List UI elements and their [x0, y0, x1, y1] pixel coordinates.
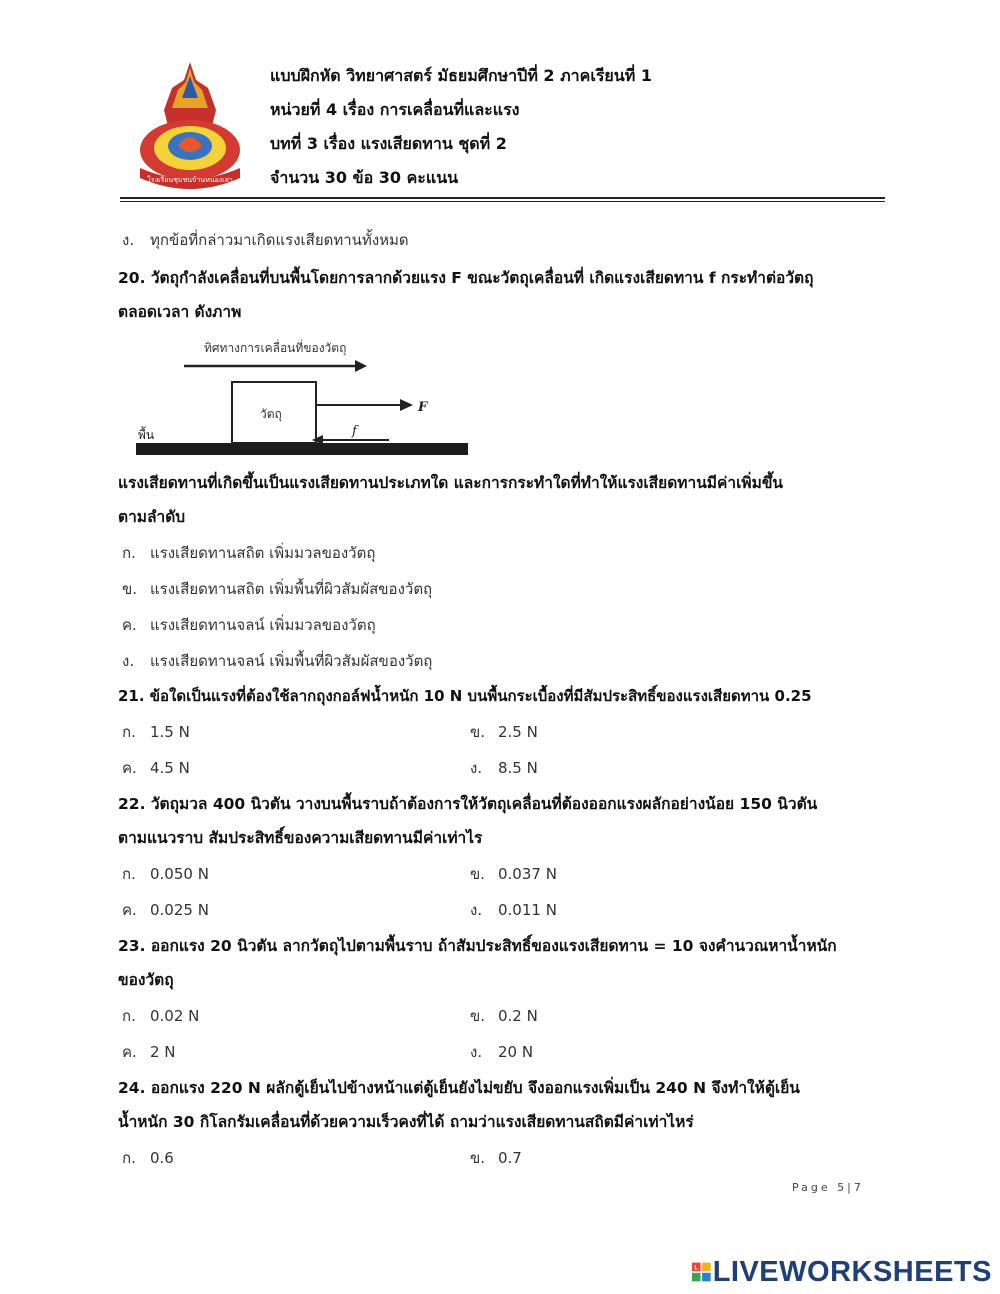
direction-label: ทิศทางการเคลื่อนที่ของวัตถุ [204, 341, 347, 355]
q24-option: ก. 0.6 [122, 1149, 174, 1167]
page-number: Page 5|7 [792, 1181, 864, 1194]
q22-option: ง. 0.011 N [470, 901, 557, 919]
q23-option: ข. 0.2 N [470, 1007, 538, 1025]
q21-option: ง. 8.5 N [470, 759, 538, 777]
header-divider [120, 197, 885, 199]
q22-option: ค. 0.025 N [122, 901, 209, 919]
floor-label: พื้น [138, 428, 155, 442]
q20-option: ค. แรงเสียดทานจลน์ เพิ่มมวลของวัตถุ [122, 616, 376, 634]
option-text: ทุกข้อที่กล่าวมาเกิดแรงเสียดทานทั้งหมด [150, 231, 409, 249]
q20-line-4: ตามลำดับ [118, 508, 186, 526]
header-line-1: แบบฝึกหัด วิทยาศาสตร์ มัธยมศึกษาปีที่ 2 ภาคเรียนที่ 1 [270, 66, 652, 85]
friction-label: f [352, 424, 357, 439]
force-label: F [418, 400, 428, 415]
q22-line-2: ตามแนวราบ สัมประสิทธิ์ของความเสียดทานมีค่าเท่าไร [118, 829, 483, 847]
liveworksheets-brand[interactable] [692, 1252, 992, 1292]
logo-text: โรงเรียนชุมชนบ้านหนองเสา [147, 176, 233, 184]
force-arrowhead [400, 399, 413, 411]
q21-line-1: 21. ข้อใดเป็นแรงที่ต้องใช้ลากถุงกอล์ฟน้ำหนัก 10 N บนพื้นกระเบื้องที่มีสัมประสิทธิ์ของแรงเสียดทาน 0.25 [118, 687, 812, 705]
q24-option: ข. 0.7 [470, 1149, 522, 1167]
q21-option: ข. 2.5 N [470, 723, 538, 741]
header-line-2: หน่วยที่ 4 เรื่อง การเคลื่อนที่และแรง [270, 100, 520, 119]
q23-line-2: ของวัตถุ [118, 971, 174, 989]
school-logo [134, 58, 246, 192]
prev-option [122, 228, 409, 252]
q24-line-1: 24. ออกแรง 220 N ผลักตู้เย็นไปข้างหน้าแต่ตู้เย็นยังไม่ขยับ จึงออกแรงเพิ่มเป็น 240 N จึงทำให้ตู้เย็น [118, 1079, 800, 1097]
q22-option: ก. 0.050 N [122, 865, 209, 883]
option-label: ง. [122, 231, 135, 249]
header-line-4: จำนวน 30 ข้อ 30 คะแนน [270, 168, 459, 187]
header-divider-thin [120, 201, 885, 202]
q23-line-1: 23. ออกแรง 20 นิวตัน ลากวัตถุไปตามพื้นราบ ถ้าสัมประสิทธิ์ของแรงเสียดทาน = 10 จงคำนวณหาน้ำหนัก [118, 937, 837, 955]
floor [136, 443, 468, 455]
q21-option: ก. 1.5 N [122, 723, 190, 741]
direction-arrowhead [355, 360, 367, 372]
q23-option: ก. 0.02 N [122, 1007, 200, 1025]
q23-option: ง. 20 N [470, 1043, 534, 1061]
q20-option: ง. แรงเสียดทานจลน์ เพิ่มพื้นที่ผิวสัมผัสของวัตถุ [122, 652, 433, 670]
q20-line-2: ตลอดเวลา ดังภาพ [118, 303, 242, 321]
header-line-3: บทที่ 3 เรื่อง แรงเสียดทาน ชุดที่ 2 [270, 134, 507, 153]
q20-option: ก. แรงเสียดทานสถิต เพิ่มมวลของวัตถุ [122, 544, 376, 562]
logo-letters: L [694, 1264, 699, 1272]
box-label: วัตถุ [260, 407, 282, 421]
q22-option: ข. 0.037 N [470, 865, 557, 883]
friction-diagram [134, 336, 474, 462]
brand-name: LIVEWORKSHEETS [712, 1255, 992, 1288]
liveworksheets-logo-icon [692, 1260, 711, 1284]
q22-line-1: 22. วัตถุมวล 400 นิวตัน วางบนพื้นราบถ้าต้องการให้วัตถุเคลื่อนที่ต้องออกแรงผลักอย่างน้อย 150 นิวตัน [118, 795, 818, 813]
q20-line-3: แรงเสียดทานที่เกิดขึ้นเป็นแรงเสียดทานประเภทใด และการกระทำใดที่ทำให้แรงเสียดทานมีค่าเพิ่มขึ้น [118, 474, 784, 492]
q21-option: ค. 4.5 N [122, 759, 190, 777]
q20-line-1: 20. วัตถุกำลังเคลื่อนที่บนพื้นโดยการลากด้วยแรง F ขณะวัตถุเคลื่อนที่ เกิดแรงเสียดทาน f กระทำต่อวัตถุ [118, 269, 814, 287]
q23-option: ค. 2 N [122, 1043, 176, 1061]
q20-option: ข. แรงเสียดทานสถิต เพิ่มพื้นที่ผิวสัมผัสของวัตถุ [122, 580, 433, 598]
q24-line-2: น้ำหนัก 30 กิโลกรัมเคลื่อนที่ด้วยความเร็วคงที่ได้ ถามว่าแรงเสียดทานสถิตมีค่าเท่าไหร่ [118, 1113, 694, 1131]
